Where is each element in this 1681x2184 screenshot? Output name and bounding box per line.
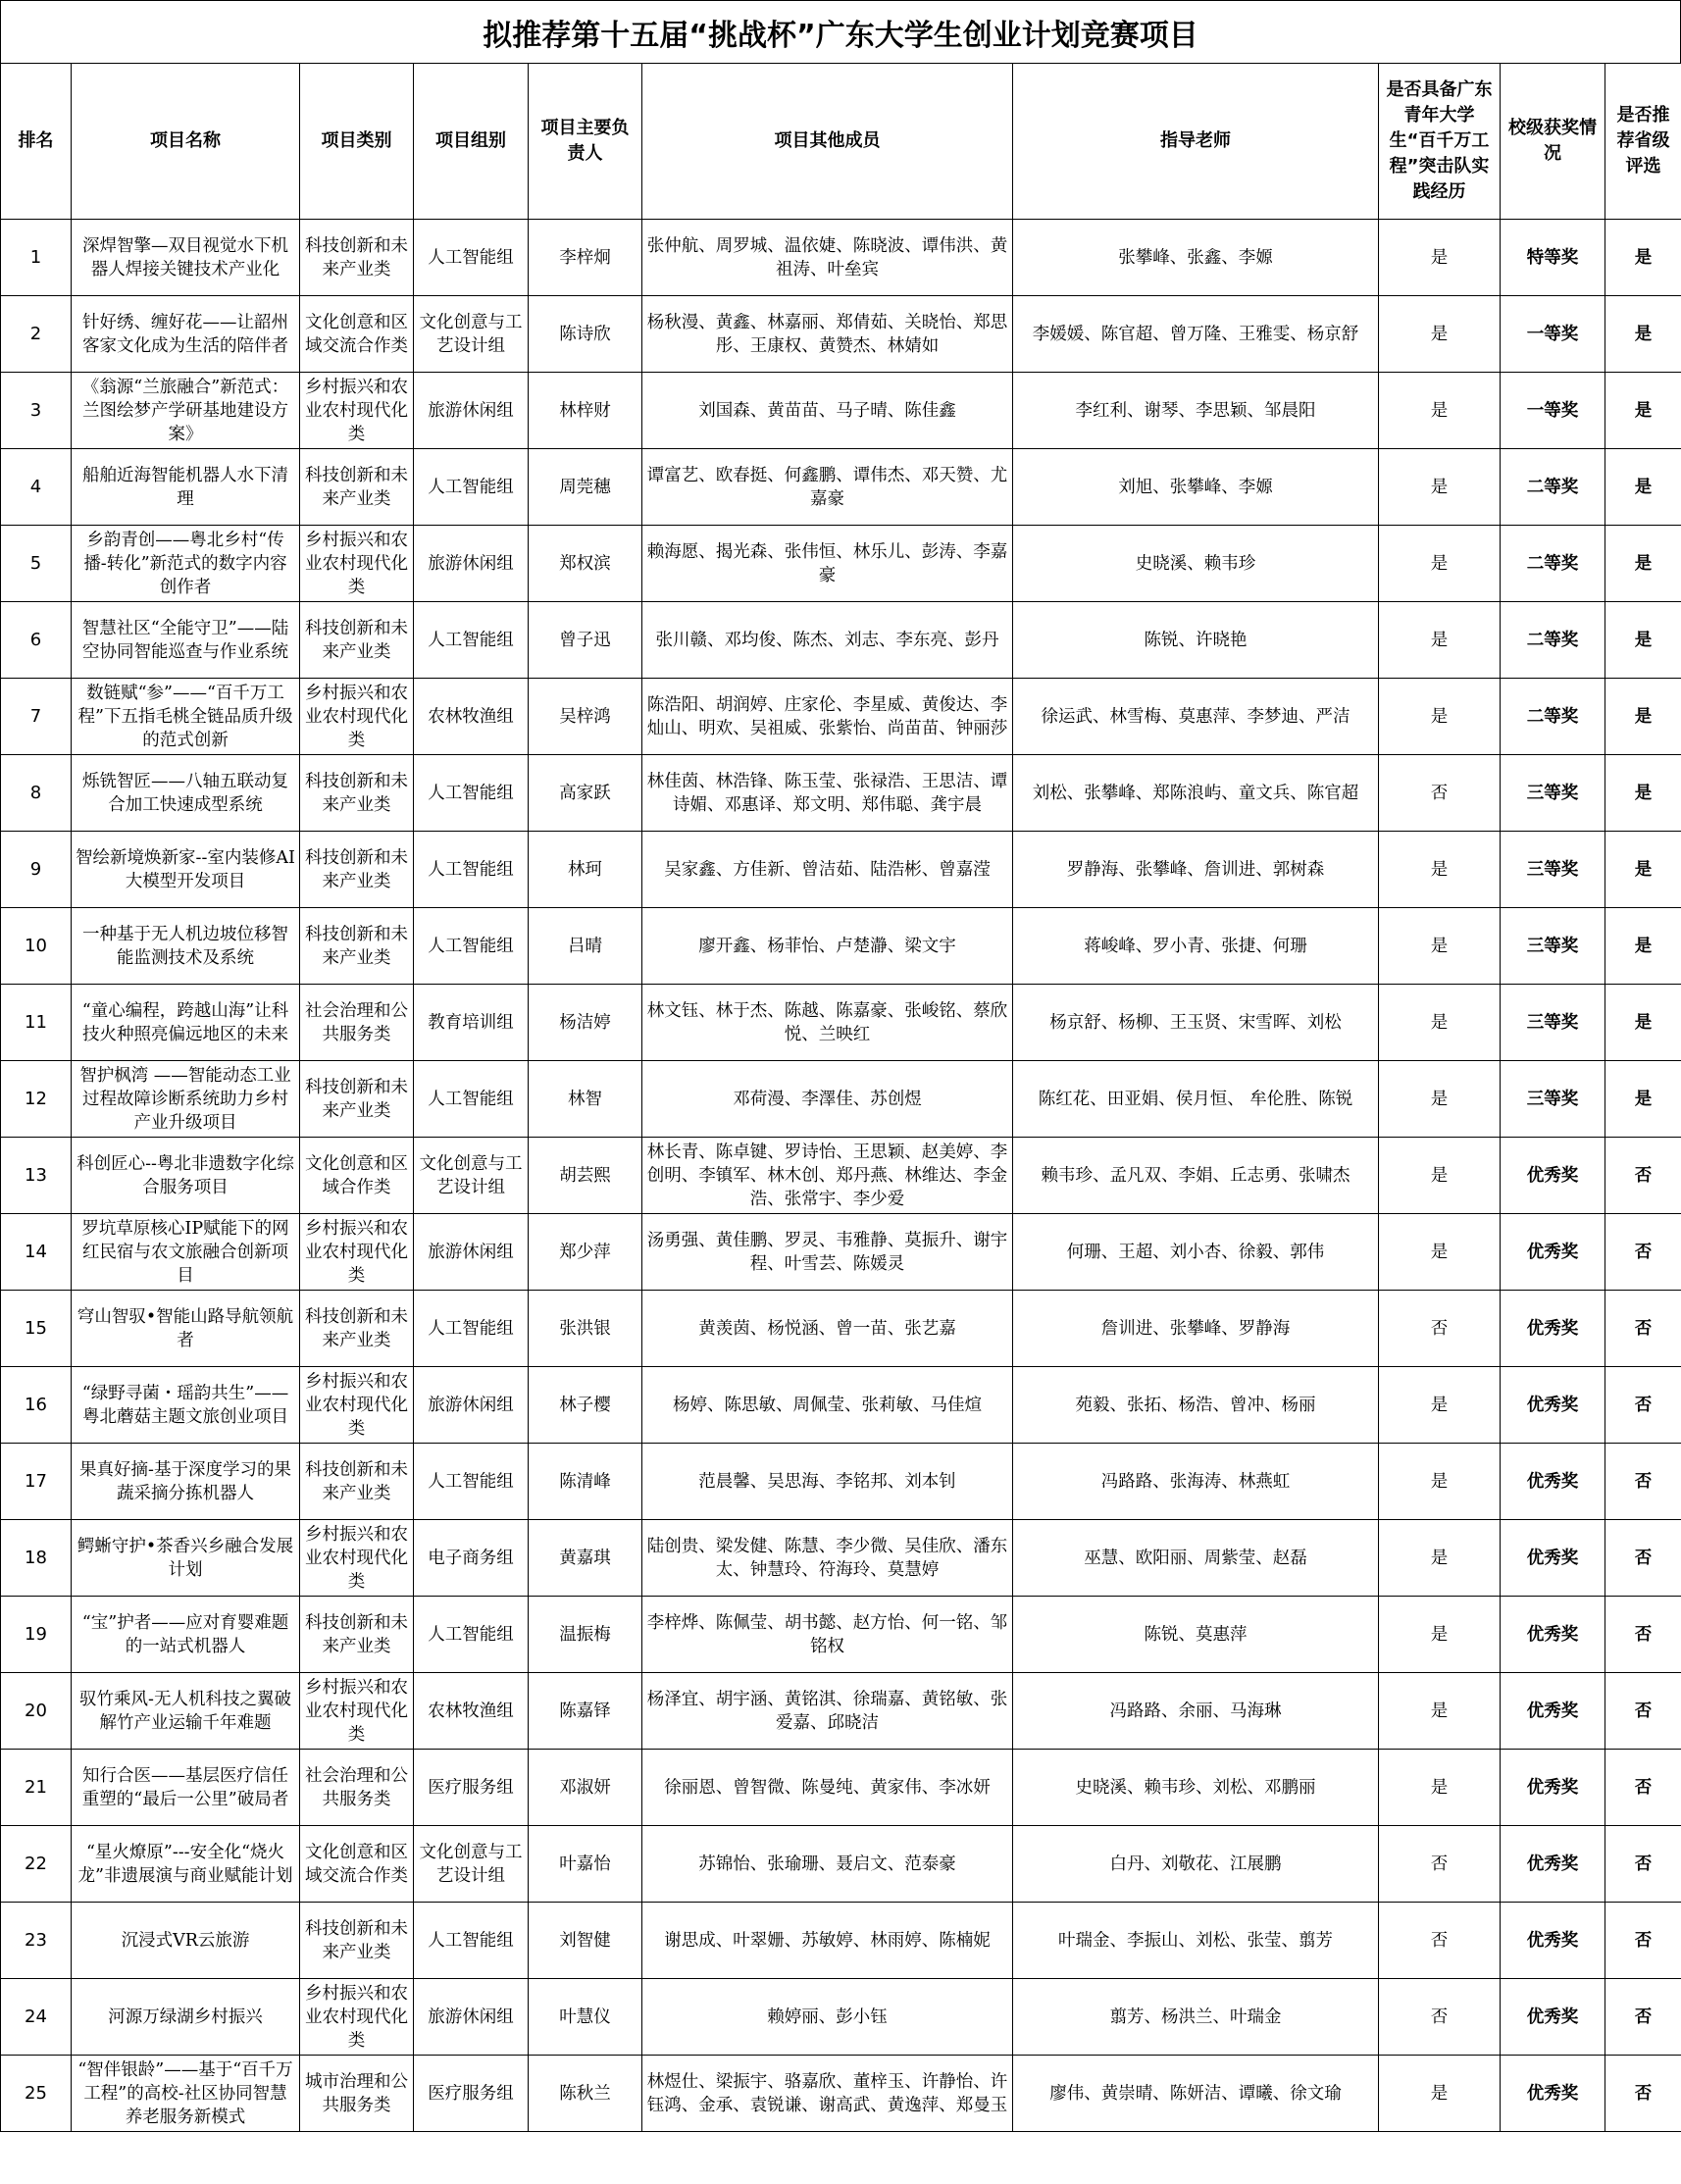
experience-cell: 是	[1379, 1444, 1501, 1520]
project-name-cell: “绿野寻菌・瑶韵共生”—— 粤北蘑菇主题文旅创业项目	[72, 1367, 300, 1444]
members-cell: 林煜仕、梁振宇、骆嘉欣、董梓玉、许静怡、许钰鸿、金承、袁锐谦、谢高武、黄逸萍、郑曼玉	[642, 2056, 1013, 2132]
table-row	[1, 373, 1681, 449]
award-cell: 优秀奖	[1501, 1367, 1605, 1444]
category-cell: 科技创新和未来产业类	[300, 449, 414, 526]
award-cell: 三等奖	[1501, 985, 1605, 1061]
members-cell: 陈浩阳、胡润婷、庄家伦、李星威、黄俊达、李灿山、明欢、吴祖威、张紫怡、尚苗苗、钟丽莎	[642, 679, 1013, 755]
leader-cell: 高家跃	[529, 755, 642, 832]
experience-cell: 是	[1379, 373, 1501, 449]
table-row	[1, 755, 1681, 832]
recommend-cell: 是	[1605, 449, 1681, 526]
page-title: 拟推荐第十五届“挑战杯”广东大学生创业计划竞赛项目	[0, 0, 1681, 63]
experience-cell: 是	[1379, 1138, 1501, 1214]
project-name-cell: 《翁源“兰旅融合”新范式：兰图绘梦产学研基地建设方案》	[72, 373, 300, 449]
column-header: 校级获奖情况	[1501, 64, 1605, 220]
experience-cell: 否	[1379, 755, 1501, 832]
project-name-cell: 智慧社区“全能守卫”——陆空协同智能巡查与作业系统	[72, 602, 300, 679]
category-cell: 科技创新和未来产业类	[300, 1903, 414, 1979]
project-name-cell: 深焊智擎—双目视觉水下机器人焊接关键技术产业化	[72, 220, 300, 296]
experience-cell: 是	[1379, 679, 1501, 755]
advisors-cell: 陈锐、莫惠萍	[1013, 1597, 1379, 1673]
advisors-cell: 陈红花、田亚娟、侯月恒、 牟伦胜、陈锐	[1013, 1061, 1379, 1138]
recommend-cell: 否	[1605, 1367, 1681, 1444]
recommend-cell: 否	[1605, 1214, 1681, 1291]
members-cell: 林文钰、林于杰、陈越、陈嘉豪、张峻铭、蔡欣悦、兰映红	[642, 985, 1013, 1061]
project-name-cell: 数链赋“参”——“百千万工程”下五指毛桃全链品质升级的范式创新	[72, 679, 300, 755]
leader-cell: 叶嘉怡	[529, 1826, 642, 1903]
award-cell: 三等奖	[1501, 908, 1605, 985]
experience-cell: 是	[1379, 908, 1501, 985]
members-cell: 杨秋漫、黄鑫、林嘉丽、郑倩茹、关晓怡、郑思彤、王康权、黄赞杰、林婧如	[642, 296, 1013, 373]
award-cell: 三等奖	[1501, 755, 1605, 832]
award-cell: 一等奖	[1501, 373, 1605, 449]
category-cell: 乡村振兴和农业农村现代化类	[300, 1214, 414, 1291]
group-cell: 医疗服务组	[414, 1750, 529, 1826]
rank-cell: 17	[1, 1444, 72, 1520]
members-cell: 林长青、陈卓键、罗诗怡、王思颖、赵美婷、李创明、李镇军、林木创、郑丹燕、林维达、李金浩、张常宇、李少爱	[642, 1138, 1013, 1214]
category-cell: 乡村振兴和农业农村现代化类	[300, 1979, 414, 2056]
category-cell: 科技创新和未来产业类	[300, 1291, 414, 1367]
members-cell: 杨婷、陈思敏、周佩莹、张莉敏、马佳煊	[642, 1367, 1013, 1444]
category-cell: 科技创新和未来产业类	[300, 908, 414, 985]
recommend-cell: 否	[1605, 1979, 1681, 2056]
group-cell: 人工智能组	[414, 1597, 529, 1673]
category-cell: 乡村振兴和农业农村现代化类	[300, 373, 414, 449]
award-cell: 三等奖	[1501, 832, 1605, 908]
project-name-cell: “童心编程，跨越山海”让科技火种照亮偏远地区的未来	[72, 985, 300, 1061]
members-cell: 廖开鑫、杨菲怡、卢楚瀞、梁文宇	[642, 908, 1013, 985]
leader-cell: 林子樱	[529, 1367, 642, 1444]
award-cell: 优秀奖	[1501, 1214, 1605, 1291]
column-header: 是否推荐省级评选	[1605, 64, 1681, 220]
advisors-cell: 徐运武、林雪梅、莫惠萍、李梦迪、严洁	[1013, 679, 1379, 755]
recommend-cell: 否	[1605, 1520, 1681, 1597]
project-name-cell: 船舶近海智能机器人水下清理	[72, 449, 300, 526]
recommend-cell: 是	[1605, 373, 1681, 449]
group-cell: 旅游休闲组	[414, 1214, 529, 1291]
table-row	[1, 2056, 1681, 2132]
recommend-cell: 否	[1605, 1138, 1681, 1214]
recommend-cell: 是	[1605, 755, 1681, 832]
table-row	[1, 1750, 1681, 1826]
rank-cell: 8	[1, 755, 72, 832]
category-cell: 社会治理和公共服务类	[300, 985, 414, 1061]
project-name-cell: 果真好摘-基于深度学习的果蔬采摘分拣机器人	[72, 1444, 300, 1520]
column-header: 项目其他成员	[642, 64, 1013, 220]
table-row	[1, 679, 1681, 755]
leader-cell: 郑权滨	[529, 526, 642, 602]
leader-cell: 郑少萍	[529, 1214, 642, 1291]
category-cell: 社会治理和公共服务类	[300, 1750, 414, 1826]
advisors-cell: 李媛媛、陈官超、曾万隆、王雅雯、杨京舒	[1013, 296, 1379, 373]
experience-cell: 是	[1379, 1061, 1501, 1138]
project-name-cell: 智护枫湾 ——智能动态工业过程故障诊断系统助力乡村产业升级项目	[72, 1061, 300, 1138]
experience-cell: 否	[1379, 1826, 1501, 1903]
recommend-cell: 是	[1605, 220, 1681, 296]
category-cell: 科技创新和未来产业类	[300, 602, 414, 679]
group-cell: 电子商务组	[414, 1520, 529, 1597]
experience-cell: 否	[1379, 1979, 1501, 2056]
recommend-cell: 否	[1605, 1444, 1681, 1520]
members-cell: 邓荷漫、李澤佳、苏创煜	[642, 1061, 1013, 1138]
group-cell: 人工智能组	[414, 1903, 529, 1979]
members-cell: 徐丽恩、曾智微、陈曼纯、黄家伟、李冰妍	[642, 1750, 1013, 1826]
rank-cell: 23	[1, 1903, 72, 1979]
members-cell: 李梓烨、陈佩莹、胡书懿、赵方怡、何一铭、邹铭权	[642, 1597, 1013, 1673]
leader-cell: 黄嘉琪	[529, 1520, 642, 1597]
table-row	[1, 526, 1681, 602]
rank-cell: 15	[1, 1291, 72, 1367]
advisors-cell: 杨京舒、杨柳、王玉贤、宋雪晖、刘松	[1013, 985, 1379, 1061]
table-body	[1, 220, 1681, 2132]
advisors-cell: 赖韦珍、孟凡双、李娟、丘志勇、张啸杰	[1013, 1138, 1379, 1214]
table-row	[1, 832, 1681, 908]
experience-cell: 是	[1379, 1750, 1501, 1826]
group-cell: 文化创意与工艺设计组	[414, 1826, 529, 1903]
project-name-cell: “星火燎原”---安全化“烧火龙”非遗展演与商业赋能计划	[72, 1826, 300, 1903]
rank-cell: 14	[1, 1214, 72, 1291]
table-header-row	[1, 64, 1681, 220]
table-row	[1, 1826, 1681, 1903]
leader-cell: 杨洁婷	[529, 985, 642, 1061]
table-row	[1, 1444, 1681, 1520]
advisors-cell: 罗静海、张攀峰、詹训进、郭树森	[1013, 832, 1379, 908]
recommend-cell: 是	[1605, 296, 1681, 373]
award-cell: 二等奖	[1501, 526, 1605, 602]
rank-cell: 5	[1, 526, 72, 602]
recommend-cell: 是	[1605, 526, 1681, 602]
rank-cell: 4	[1, 449, 72, 526]
award-cell: 特等奖	[1501, 220, 1605, 296]
column-header: 指导老师	[1013, 64, 1379, 220]
group-cell: 旅游休闲组	[414, 526, 529, 602]
members-cell: 谢思成、叶翠姗、苏敏婷、林雨婷、陈楠妮	[642, 1903, 1013, 1979]
table-row	[1, 1673, 1681, 1750]
award-cell: 三等奖	[1501, 1061, 1605, 1138]
award-cell: 优秀奖	[1501, 2056, 1605, 2132]
category-cell: 乡村振兴和农业农村现代化类	[300, 679, 414, 755]
rank-cell: 13	[1, 1138, 72, 1214]
group-cell: 文化创意与工艺设计组	[414, 296, 529, 373]
project-name-cell: 河源万绿湖乡村振兴	[72, 1979, 300, 2056]
table-row	[1, 1214, 1681, 1291]
rank-cell: 19	[1, 1597, 72, 1673]
category-cell: 科技创新和未来产业类	[300, 220, 414, 296]
column-header: 是否具备广东青年大学生“百千万工程”突击队实践经历	[1379, 64, 1501, 220]
experience-cell: 否	[1379, 1903, 1501, 1979]
experience-cell: 是	[1379, 602, 1501, 679]
table-row	[1, 602, 1681, 679]
project-name-cell: “宝”护者——应对育婴难题的一站式机器人	[72, 1597, 300, 1673]
column-header: 项目组别	[414, 64, 529, 220]
advisors-cell: 何珊、王超、刘小杏、徐毅、郭伟	[1013, 1214, 1379, 1291]
recommend-cell: 是	[1605, 908, 1681, 985]
category-cell: 文化创意和区域交流合作类	[300, 1826, 414, 1903]
category-cell: 乡村振兴和农业农村现代化类	[300, 1520, 414, 1597]
members-cell: 黄羡茵、杨悦涵、曾一苗、张艺嘉	[642, 1291, 1013, 1367]
column-header: 项目名称	[72, 64, 300, 220]
experience-cell: 是	[1379, 1214, 1501, 1291]
award-cell: 优秀奖	[1501, 1138, 1605, 1214]
recommend-cell: 否	[1605, 1903, 1681, 1979]
rank-cell: 10	[1, 908, 72, 985]
advisors-cell: 陈锐、许晓艳	[1013, 602, 1379, 679]
table-row	[1, 1291, 1681, 1367]
group-cell: 人工智能组	[414, 449, 529, 526]
table-row	[1, 296, 1681, 373]
group-cell: 人工智能组	[414, 1061, 529, 1138]
group-cell: 人工智能组	[414, 602, 529, 679]
table-row	[1, 1367, 1681, 1444]
rank-cell: 21	[1, 1750, 72, 1826]
experience-cell: 是	[1379, 449, 1501, 526]
award-cell: 二等奖	[1501, 449, 1605, 526]
rank-cell: 2	[1, 296, 72, 373]
award-cell: 一等奖	[1501, 296, 1605, 373]
experience-cell: 是	[1379, 1520, 1501, 1597]
category-cell: 城市治理和公共服务类	[300, 2056, 414, 2132]
award-cell: 优秀奖	[1501, 1444, 1605, 1520]
leader-cell: 陈诗欣	[529, 296, 642, 373]
leader-cell: 林珂	[529, 832, 642, 908]
rank-cell: 12	[1, 1061, 72, 1138]
group-cell: 旅游休闲组	[414, 373, 529, 449]
advisors-cell: 史晓溪、赖韦珍	[1013, 526, 1379, 602]
group-cell: 文化创意与工艺设计组	[414, 1138, 529, 1214]
members-cell: 赖海愿、揭光森、张伟恒、林乐儿、彭涛、李嘉豪	[642, 526, 1013, 602]
project-name-cell: “智伴银龄”——基于“百千万工程”的高校-社区协同智慧养老服务新模式	[72, 2056, 300, 2132]
advisors-cell: 蒋峻峰、罗小青、张捷、何珊	[1013, 908, 1379, 985]
award-cell: 优秀奖	[1501, 1979, 1605, 2056]
table-row	[1, 908, 1681, 985]
leader-cell: 吴梓鸿	[529, 679, 642, 755]
recommend-cell: 否	[1605, 1291, 1681, 1367]
members-cell: 范晨馨、吴思海、李铭邦、刘本钊	[642, 1444, 1013, 1520]
award-cell: 二等奖	[1501, 602, 1605, 679]
advisors-cell: 白丹、刘敬花、江展鹏	[1013, 1826, 1379, 1903]
column-header: 项目主要负责人	[529, 64, 642, 220]
recommend-cell: 否	[1605, 1597, 1681, 1673]
experience-cell: 是	[1379, 2056, 1501, 2132]
advisors-cell: 冯路路、张海涛、林燕虹	[1013, 1444, 1379, 1520]
leader-cell: 邓淑妍	[529, 1750, 642, 1826]
award-cell: 优秀奖	[1501, 1826, 1605, 1903]
project-name-cell: 一种基于无人机边坡位移智能监测技术及系统	[72, 908, 300, 985]
project-name-cell: 罗坑草原核心IP赋能下的网红民宿与农文旅融合创新项目	[72, 1214, 300, 1291]
experience-cell: 是	[1379, 1367, 1501, 1444]
rank-cell: 11	[1, 985, 72, 1061]
group-cell: 人工智能组	[414, 1444, 529, 1520]
leader-cell: 林智	[529, 1061, 642, 1138]
category-cell: 科技创新和未来产业类	[300, 1061, 414, 1138]
category-cell: 科技创新和未来产业类	[300, 1597, 414, 1673]
experience-cell: 是	[1379, 220, 1501, 296]
leader-cell: 陈秋兰	[529, 2056, 642, 2132]
recommend-cell: 否	[1605, 1826, 1681, 1903]
experience-cell: 是	[1379, 296, 1501, 373]
rank-cell: 6	[1, 602, 72, 679]
leader-cell: 张洪银	[529, 1291, 642, 1367]
leader-cell: 林梓财	[529, 373, 642, 449]
rank-cell: 20	[1, 1673, 72, 1750]
table-row	[1, 1138, 1681, 1214]
group-cell: 人工智能组	[414, 832, 529, 908]
leader-cell: 曾子迅	[529, 602, 642, 679]
table-row	[1, 1979, 1681, 2056]
category-cell: 科技创新和未来产业类	[300, 832, 414, 908]
rank-cell: 1	[1, 220, 72, 296]
recommend-cell: 是	[1605, 832, 1681, 908]
leader-cell: 叶慧仪	[529, 1979, 642, 2056]
rank-cell: 3	[1, 373, 72, 449]
leader-cell: 胡芸熙	[529, 1138, 642, 1214]
experience-cell: 是	[1379, 985, 1501, 1061]
group-cell: 旅游休闲组	[414, 1367, 529, 1444]
award-cell: 优秀奖	[1501, 1673, 1605, 1750]
category-cell: 文化创意和区域合作类	[300, 1138, 414, 1214]
table-row	[1, 1903, 1681, 1979]
leader-cell: 陈清峰	[529, 1444, 642, 1520]
rank-cell: 16	[1, 1367, 72, 1444]
leader-cell: 吕晴	[529, 908, 642, 985]
projects-table	[0, 63, 1681, 2132]
advisors-cell: 刘旭、张攀峰、李嫄	[1013, 449, 1379, 526]
award-cell: 优秀奖	[1501, 1597, 1605, 1673]
leader-cell: 陈嘉铎	[529, 1673, 642, 1750]
advisors-cell: 李红利、谢琴、李思颖、邹晨阳	[1013, 373, 1379, 449]
rank-cell: 25	[1, 2056, 72, 2132]
advisors-cell: 刘松、张攀峰、郑陈浪屿、童文兵、陈官超	[1013, 755, 1379, 832]
leader-cell: 李梓炯	[529, 220, 642, 296]
group-cell: 人工智能组	[414, 1291, 529, 1367]
award-cell: 优秀奖	[1501, 1903, 1605, 1979]
group-cell: 农林牧渔组	[414, 679, 529, 755]
advisors-cell: 苑毅、张拓、杨浩、曾冲、杨丽	[1013, 1367, 1379, 1444]
rank-cell: 9	[1, 832, 72, 908]
column-header: 排名	[1, 64, 72, 220]
advisors-cell: 廖伟、黄崇晴、陈妍洁、谭曦、徐文瑜	[1013, 2056, 1379, 2132]
project-name-cell: 针好绣、缠好花——让韶州客家文化成为生活的陪伴者	[72, 296, 300, 373]
members-cell: 张川赣、邓均俊、陈杰、刘志、李东亮、彭丹	[642, 602, 1013, 679]
rank-cell: 18	[1, 1520, 72, 1597]
category-cell: 文化创意和区域交流合作类	[300, 296, 414, 373]
advisors-cell: 詹训进、张攀峰、罗静海	[1013, 1291, 1379, 1367]
advisors-cell: 张攀峰、张鑫、李嫄	[1013, 220, 1379, 296]
group-cell: 旅游休闲组	[414, 1979, 529, 2056]
recommend-cell: 否	[1605, 2056, 1681, 2132]
members-cell: 汤勇强、黄佳鹏、罗灵、韦雅静、莫振升、谢宇程、叶雪芸、陈媛灵	[642, 1214, 1013, 1291]
members-cell: 张仲航、周罗城、温依婕、陈晓波、谭伟洪、黄祖涛、叶垒宾	[642, 220, 1013, 296]
award-cell: 二等奖	[1501, 679, 1605, 755]
project-name-cell: 驭竹乘风-无人机科技之翼破解竹产业运输千年难题	[72, 1673, 300, 1750]
table-row	[1, 449, 1681, 526]
project-name-cell: 知行合医——基层医疗信任重塑的“最后一公里”破局者	[72, 1750, 300, 1826]
members-cell: 谭富艺、欧春挺、何鑫鹏、谭伟杰、邓天赞、尤嘉豪	[642, 449, 1013, 526]
project-name-cell: 穹山智驭•智能山路导航领航者	[72, 1291, 300, 1367]
column-header: 项目类别	[300, 64, 414, 220]
leader-cell: 刘智健	[529, 1903, 642, 1979]
project-name-cell: 科创匠心--粤北非遗数字化综合服务项目	[72, 1138, 300, 1214]
project-name-cell: 沉浸式VR云旅游	[72, 1903, 300, 1979]
group-cell: 教育培训组	[414, 985, 529, 1061]
members-cell: 杨泽宜、胡宇涵、黄铭淇、徐瑞嘉、黄铭敏、张爱嘉、邱晓洁	[642, 1673, 1013, 1750]
experience-cell: 否	[1379, 1291, 1501, 1367]
members-cell: 吴家鑫、方佳新、曾洁茹、陆浩彬、曾嘉滢	[642, 832, 1013, 908]
category-cell: 乡村振兴和农业农村现代化类	[300, 1673, 414, 1750]
rank-cell: 7	[1, 679, 72, 755]
table-row	[1, 1520, 1681, 1597]
group-cell: 人工智能组	[414, 755, 529, 832]
leader-cell: 周莞穗	[529, 449, 642, 526]
group-cell: 人工智能组	[414, 908, 529, 985]
members-cell: 刘国森、黄苗苗、马子晴、陈佳鑫	[642, 373, 1013, 449]
group-cell: 农林牧渔组	[414, 1673, 529, 1750]
project-name-cell: 乡韵青创——粤北乡村“传播-转化”新范式的数字内容创作者	[72, 526, 300, 602]
recommend-cell: 是	[1605, 602, 1681, 679]
recommend-cell: 是	[1605, 985, 1681, 1061]
group-cell: 医疗服务组	[414, 2056, 529, 2132]
category-cell: 科技创新和未来产业类	[300, 755, 414, 832]
table-row	[1, 1061, 1681, 1138]
award-cell: 优秀奖	[1501, 1291, 1605, 1367]
table-row	[1, 1597, 1681, 1673]
members-cell: 苏锦怡、张瑜珊、聂启文、范泰豪	[642, 1826, 1013, 1903]
recommend-cell: 否	[1605, 1750, 1681, 1826]
rank-cell: 22	[1, 1826, 72, 1903]
members-cell: 赖婷丽、彭小钰	[642, 1979, 1013, 2056]
project-name-cell: 烁铣智匠——八轴五联动复合加工快速成型系统	[72, 755, 300, 832]
recommend-cell: 是	[1605, 679, 1681, 755]
award-cell: 优秀奖	[1501, 1520, 1605, 1597]
project-name-cell: 鳄蜥守护•茶香兴乡融合发展计划	[72, 1520, 300, 1597]
advisors-cell: 叶瑞金、李振山、刘松、张莹、翦芳	[1013, 1903, 1379, 1979]
advisors-cell: 巫慧、欧阳丽、周紫莹、赵磊	[1013, 1520, 1379, 1597]
experience-cell: 是	[1379, 832, 1501, 908]
leader-cell: 温振梅	[529, 1597, 642, 1673]
advisors-cell: 冯路路、余丽、马海琳	[1013, 1673, 1379, 1750]
category-cell: 乡村振兴和农业农村现代化类	[300, 526, 414, 602]
advisors-cell: 史晓溪、赖韦珍、刘松、邓鹏丽	[1013, 1750, 1379, 1826]
project-name-cell: 智绘新境焕新家--室内装修AI大模型开发项目	[72, 832, 300, 908]
recommend-cell: 否	[1605, 1673, 1681, 1750]
experience-cell: 是	[1379, 526, 1501, 602]
table-row	[1, 985, 1681, 1061]
category-cell: 科技创新和未来产业类	[300, 1444, 414, 1520]
experience-cell: 是	[1379, 1673, 1501, 1750]
rank-cell: 24	[1, 1979, 72, 2056]
category-cell: 乡村振兴和农业农村现代化类	[300, 1367, 414, 1444]
group-cell: 人工智能组	[414, 220, 529, 296]
award-cell: 优秀奖	[1501, 1750, 1605, 1826]
members-cell: 林佳茵、林浩锋、陈玉莹、张禄浩、王思洁、谭诗媚、邓惠译、郑文明、郑伟聪、龚宇晨	[642, 755, 1013, 832]
advisors-cell: 翦芳、杨洪兰、叶瑞金	[1013, 1979, 1379, 2056]
members-cell: 陆创贵、梁发健、陈慧、李少微、吴佳欣、潘东太、钟慧玲、符海玲、莫慧婷	[642, 1520, 1013, 1597]
experience-cell: 是	[1379, 1597, 1501, 1673]
table-row	[1, 220, 1681, 296]
recommend-cell: 是	[1605, 1061, 1681, 1138]
